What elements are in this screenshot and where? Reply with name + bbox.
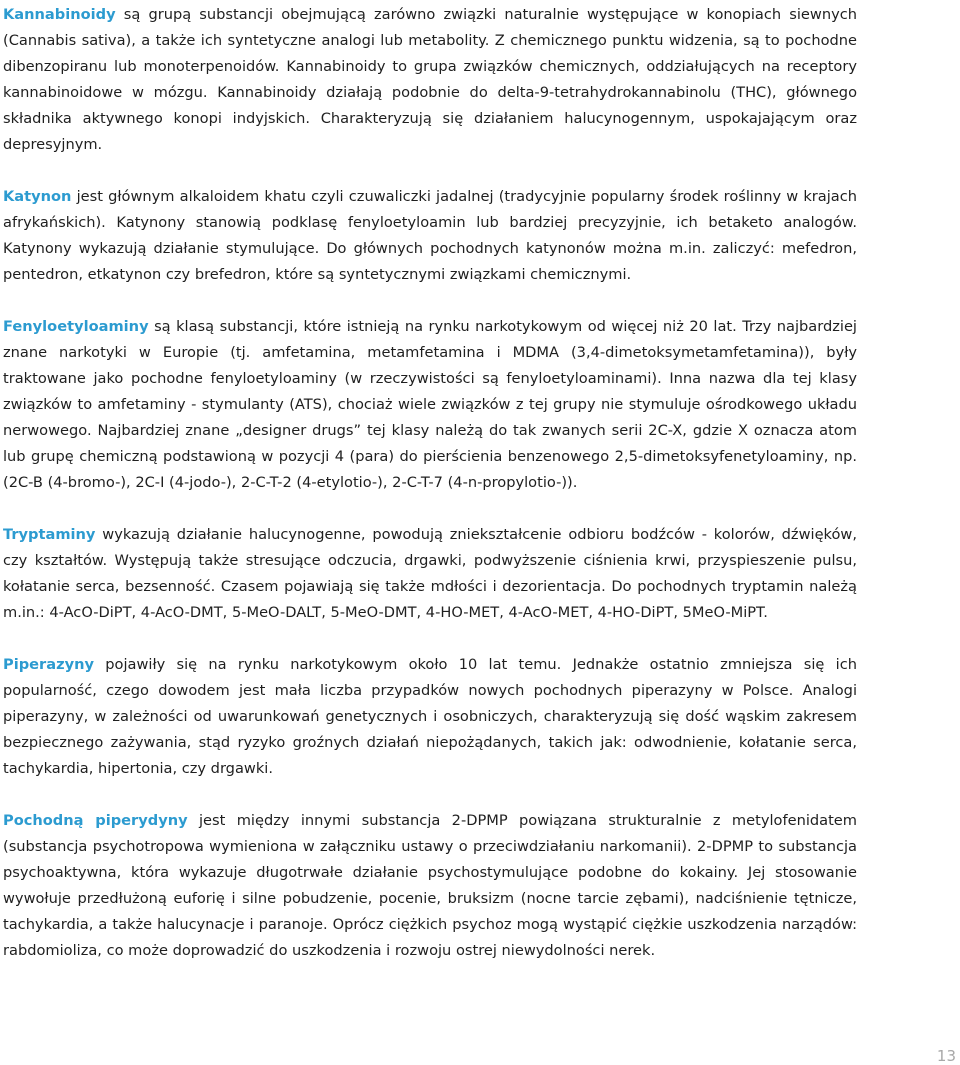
- paragraph-text: wykazują działanie halucynogenne, powodują zniekształcenie odbioru bodźców - kolorów, dźwięków, czy kształtów. Występują także stresujące odczucia, drgawki, podwyższenie ciśnienia krwi, przyspieszenie pulsu, kołatanie serca, bezsenność. Czasem pojawiają się także mdłości i dezorientacja. Do pochodnych tryptamin należą m.in.: 4-AcO-DiPT, 4-AcO-DMT, 5-MeO-DALT, 5-MeO-DMT, 4-HO-MET, 4-AcO-MET, 4-HO-DiPT, 5MeO-MiPT.: [3, 526, 857, 621]
- term-piperazyny: Piperazyny: [3, 656, 94, 673]
- paragraph-text: są grupą substancji obejmującą zarówno związki naturalnie występujące w konopiach siewnych (Cannabis sativa), a także ich syntetyczne analogi lub metabolity. Z chemicznego punktu widzenia, są to pochodne dibenzopiranu lub monoterpenoidów. Kannabinoidy to grupa związków chemicznych, oddziałujących na receptory kannabinoidowe w mózgu. Kannabinoidy działają podobnie do delta-9-tetrahydrokannabinolu (THC), głównego składnika aktywnego konopi indyjskich. Charakteryzują się działaniem halucynogennym, uspokajającym oraz depresyjnym.: [3, 6, 857, 153]
- paragraph-text: jest głównym alkaloidem khatu czyli czuwaliczki jadalnej (tradycyjnie popularny środek roślinny w krajach afrykańskich). Katynony stanowią podklasę fenyloetyloamin lub bardziej precyzyjnie, ich betaketo analogów. Katynony wykazują działanie stymulujące. Do głównych pochodnych katynonów można m.in. zaliczyć: mefedron, pentedron, etkatynon czy brefedron, które są syntetycznymi związkami chemicznymi.: [3, 188, 857, 283]
- term-tryptaminy: Tryptaminy: [3, 526, 96, 543]
- paragraph-piperazyny: [3, 652, 857, 782]
- term-kannabinoidy: Kannabinoidy: [3, 6, 116, 23]
- paragraph-kannabinoidy: [3, 2, 857, 158]
- paragraph-katynon: [3, 184, 857, 288]
- paragraph-fenyloetyloaminy: [3, 314, 857, 496]
- paragraph-tryptaminy: [3, 522, 857, 626]
- paragraph-text: pojawiły się na rynku narkotykowym około 10 lat temu. Jednakże ostatnio zmniejsza się ich popularność, czego dowodem jest mała liczba przypadków nowych pochodnych piperazyny w Polsce. Analogi piperazyny, w zależności od uwarunkowań genetycznych i osobniczych, charakteryzują się dość wąskim zakresem bezpiecznego zażywania, stąd ryzyko groźnych działań niepożądanych, takich jak: odwodnienie, kołatanie serca, tachykardia, hipertonia, czy drgawki.: [3, 656, 857, 777]
- paragraph-piperydyna: [3, 808, 857, 964]
- term-piperydyna: Pochodną piperydyny: [3, 812, 188, 829]
- term-fenyloetyloaminy: Fenyloetyloaminy: [3, 318, 149, 335]
- term-katynon: Katynon: [3, 188, 72, 205]
- page-number: 13: [936, 1047, 956, 1065]
- paragraph-text: jest między innymi substancja 2-DPMP powiązana strukturalnie z metylofenidatem (substancja psychotropowa wymieniona w załączniku ustawy o przeciwdziałaniu narkomanii). 2-DPMP to substancja psychoaktywna, która wykazuje długotrwałe działanie psychostymulujące podobne do kokainy. Jej stosowanie wywołuje przedłużoną euforię i silne pobudzenie, pocenie, bruksizm (nocne tarcie zębami), nadciśnienie tętnicze, tachykardia, a także halucynacje i paranoje. Oprócz ciężkich psychoz mogą wystąpić ciężkie uszkodzenia narządów: rabdomioliza, co może doprowadzić do uszkodzenia i rozwoju ostrej niewydolności nerek.: [3, 812, 857, 959]
- paragraph-text: są klasą substancji, które istnieją na rynku narkotykowym od więcej niż 20 lat. Trzy najbardziej znane narkotyki w Europie (tj. amfetamina, metamfetamina i MDMA (3,4-dimetoksymetamfetamina)), były traktowane jako pochodne fenyloetyloaminy (w rzeczywistości są fenyloetyloaminami). Inna nazwa dla tej klasy związków to amfetaminy - stymulanty (ATS), chociaż wiele związków z tej grupy nie stymuluje ośrodkowego układu nerwowego. Najbardziej znane „designer drugs” tej klasy należą do tak zwanych serii 2C-X, gdzie X oznacza atom lub grupę chemiczną podstawioną w pozycji 4 (para) do pierścienia benzenowego 2,5-dimetoksyfenetyloaminy, np. (2C-B (4-bromo-), 2C-I (4-jodo-), 2-C-T-2 (4-etylotio-), 2-C-T-7 (4-n-propylotio-)).: [3, 318, 857, 491]
- document-body: [3, 2, 857, 990]
